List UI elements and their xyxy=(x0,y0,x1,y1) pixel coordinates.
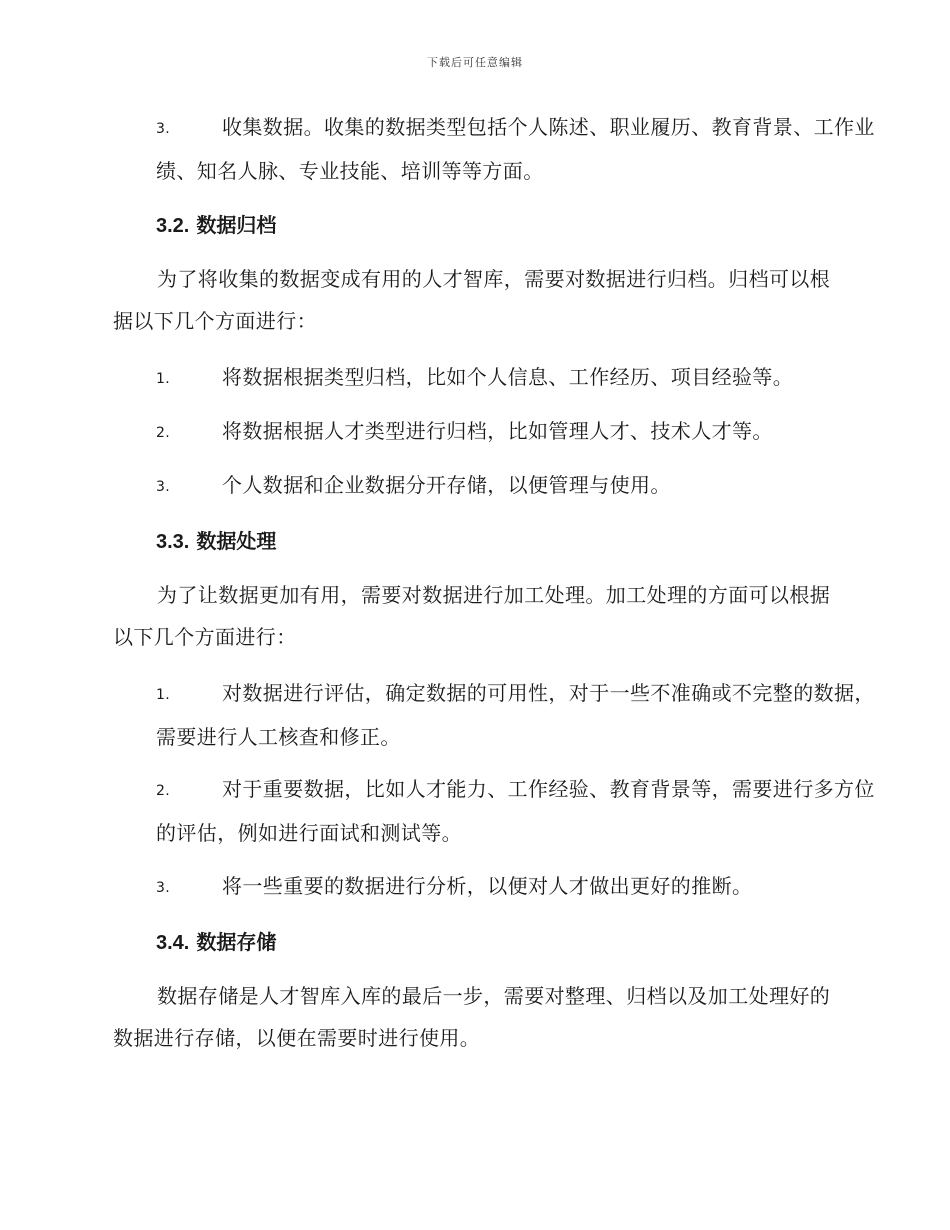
paragraph: 数据存储是人才智库入库的最后一步，需要对整理、归档以及加工处理好的数据进行存储，以便在需要时进行使用。 xyxy=(113,984,831,1050)
list-item xyxy=(113,865,878,909)
list-number: 2. xyxy=(156,425,171,441)
section-heading xyxy=(156,526,276,557)
list-item xyxy=(113,410,878,454)
section-heading-number: 3.2. xyxy=(156,215,190,237)
list-number: 3. xyxy=(156,880,171,896)
list-item xyxy=(113,768,878,854)
list-item-text: 将一些重要的数据进行分析，以便对人才做出更好的推断。 xyxy=(222,874,753,898)
list-number: 1. xyxy=(156,371,171,387)
page-header: 下载后可任意编辑 xyxy=(427,56,523,69)
list-item xyxy=(113,106,878,192)
paragraph: 为了将收集的数据变成有用的人才智库，需要对数据进行归档。归档可以根据以下几个方面进行： xyxy=(113,267,831,333)
list-item-text: 收集数据。收集的数据类型包括个人陈述、职业履历、教育背景、工作业绩、知名人脉、专业技能、培训等等方面。 xyxy=(156,115,875,183)
list-number: 1. xyxy=(156,687,171,703)
paragraph: 为了让数据更加有用，需要对数据进行加工处理。加工处理的方面可以根据以下几个方面进行： xyxy=(113,583,831,649)
list-item-text: 将数据根据类型归档，比如个人信息、工作经历、项目经验等。 xyxy=(222,365,794,389)
list-item xyxy=(113,464,878,508)
section-heading xyxy=(156,210,276,241)
list-item-text: 对数据进行评估，确定数据的可用性，对于一些不准确或不完整的数据，需要进行人工核查和修正。 xyxy=(156,681,875,749)
list-item-text: 将数据根据人才类型进行归档，比如管理人才、技术人才等。 xyxy=(222,419,773,443)
list-number: 3. xyxy=(156,479,171,495)
section-heading-title: 数据处理 xyxy=(196,529,277,553)
list-item xyxy=(113,356,878,400)
list-item-text: 对于重要数据，比如人才能力、工作经验、教育背景等，需要进行多方位的评估，例如进行面试和测试等。 xyxy=(156,777,875,845)
list-number: 2. xyxy=(156,783,171,799)
section-heading-number: 3.4. xyxy=(156,932,190,954)
list-number: 3. xyxy=(156,121,171,137)
section-heading-title: 数据存储 xyxy=(196,930,277,954)
list-item-text: 个人数据和企业数据分开存储，以便管理与使用。 xyxy=(222,473,671,497)
section-heading xyxy=(156,927,276,958)
section-heading-title: 数据归档 xyxy=(196,213,277,237)
list-item xyxy=(113,672,878,758)
section-heading-number: 3.3. xyxy=(156,531,190,553)
